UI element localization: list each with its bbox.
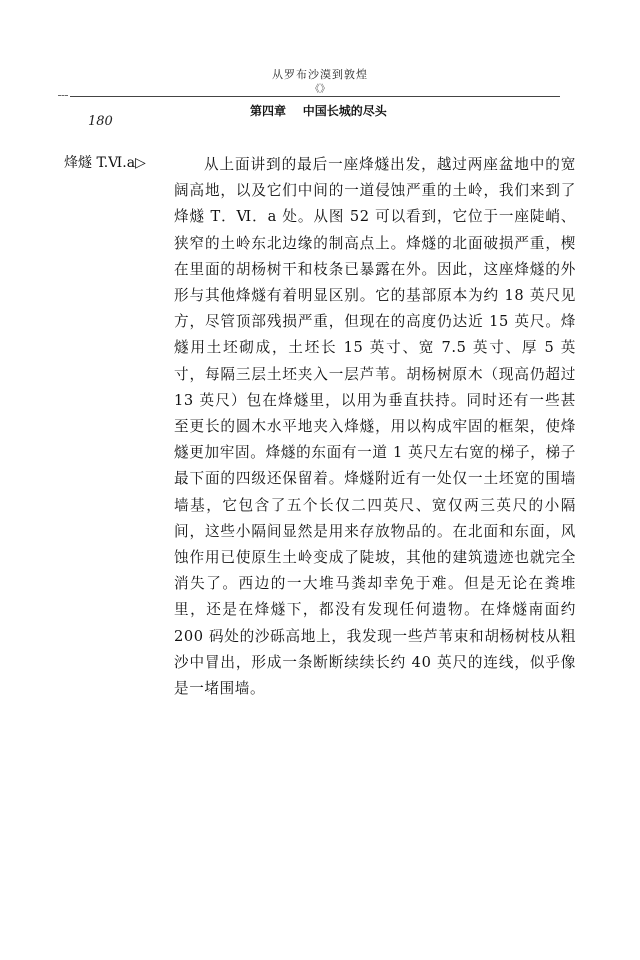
margin-note-site-label: 烽燧 T.Ⅵ.a▷ (64, 155, 146, 171)
running-header-title-mark: 《》 (310, 84, 330, 95)
body-paragraph: 从上面讲到的最后一座烽燧出发，越过两座盆地中的宽阔高地，以及它们中间的一道侵蚀严重的土岭，我们来到了烽燧 T．Ⅵ．a 处。从图 52 可以看到，它位于一座陡峭、狭窄的土岭东北边缘的制高点上。烽燧的北面破损严重，楔在里面的胡杨树干和枝条已暴露在外。因此，这座烽燧的外形与其他烽燧有着明显区别。它的基部原本为约 18 英尺见方，尽管顶部残损严重，但现在的高度仍达近 15 英尺。烽燧用土坯砌成，土坯长 15 英寸、宽 7.5 英寸、厚 5 英寸，每隔三层土坯夹入一层芦苇。胡杨树原木（现高仍超过 13 英尺）包在烽燧里，以用为垂直扶持。同时还有一些甚至更长的圆木水平地夹入烽燧，用以构成牢固的框架，使烽燧更加牢固。烽燧的东面有一道 1 英尺左右宽的梯子，梯子最下面的四级还保留着。烽燧附近有一处仅一土坯宽的围墙墙基，它包含了五个长仅二四英尺、宽仅两三英尺的小隔间，这些小隔间显然是用来存放物品的。在北面和东面，风蚀作用已使原生土岭变成了陡坡，其他的建筑遗迹也就完全消失了。西边的一大堆马粪却幸免于难。但是无论在粪堆里，还是在烽燧下，都没有发现任何遗物。在烽燧南面约 200 码处的沙砾高地上，我发现一些芦苇束和胡杨树枝从粗沙中冒出，形成一条断断续续长约 40 英尺的连线，似乎像是一堵围墙。 (174, 156, 576, 698)
header-rule-left-dash (58, 95, 68, 96)
page-number: 180 (88, 114, 113, 129)
chapter-heading: 第四章 中国长城的尽头 (250, 104, 387, 118)
header-rule (70, 96, 560, 97)
running-header-book-title: 从罗布沙漠到敦煌 (272, 68, 368, 81)
